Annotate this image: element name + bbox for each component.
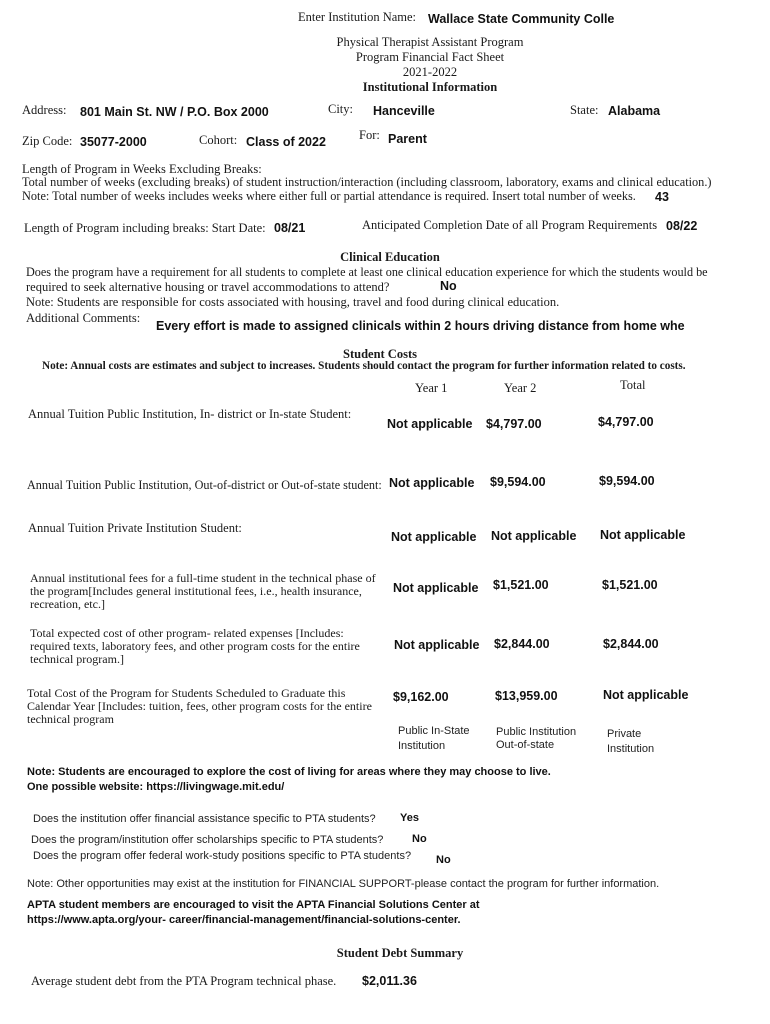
cost-year1-input[interactable] bbox=[389, 474, 485, 492]
sheet-year: 2021-2022 bbox=[402, 65, 458, 79]
other-opportunities-note: Note: Other opportunities may exist at the institution for FINANCIAL SUPPORT-please contact the program for further information. bbox=[27, 878, 660, 890]
cost-year1-input[interactable] bbox=[393, 688, 489, 706]
cost-year2-input[interactable] bbox=[490, 473, 590, 491]
length-weeks-description: Total number of weeks (excluding breaks) of student instruction/interaction (including classroom, laboratory, exams and clinical education.) bbox=[22, 175, 712, 189]
state-label: State: bbox=[570, 103, 599, 117]
cost-year2-input[interactable] bbox=[486, 415, 586, 433]
cost-year1-input[interactable] bbox=[391, 528, 487, 546]
financial-assistance-question: Does the institution offer financial assistance specific to PTA students? bbox=[33, 813, 376, 825]
additional-comments-label: Additional Comments: bbox=[26, 311, 141, 325]
sheet-title: Program Financial Fact Sheet bbox=[355, 50, 505, 64]
work-study-answer[interactable] bbox=[436, 852, 476, 868]
cost-total-input[interactable] bbox=[602, 576, 702, 594]
program-name: Physical Therapist Assistant Program bbox=[336, 35, 524, 49]
cost-year2-input[interactable] bbox=[494, 635, 594, 653]
cost-row-label: Annual Tuition Public Institution, In- district or In-state Student: bbox=[28, 407, 352, 421]
private-institution-label: Private Institution bbox=[607, 728, 655, 755]
public-in-state-label: Public In-State Institution bbox=[398, 725, 470, 752]
public-out-of-state-label: Public Institution Out-of-state bbox=[496, 726, 577, 751]
clinical-question-line1: Does the program have a requirement for all students to complete at least one clinical education experience for which the students would be bbox=[26, 265, 708, 279]
cohort-input[interactable] bbox=[246, 133, 354, 151]
clinical-costs-note: Note: Students are responsible for costs associated with housing, travel and food during clinical education. bbox=[26, 295, 560, 309]
average-debt-input[interactable] bbox=[362, 972, 462, 990]
cost-row-label: Annual Tuition Private Institution Student: bbox=[28, 521, 242, 535]
col-header-year2: Year 2 bbox=[504, 381, 537, 395]
cost-row-label: Total expected cost of other program- related expenses [Includes: required texts, laboratory fees, and other program costs for the entire technical program.] bbox=[30, 626, 360, 666]
student-costs-note: Note: Annual costs are estimates and subject to increases. Students should contact the program for further information related to costs. bbox=[42, 360, 686, 372]
state-input[interactable] bbox=[608, 102, 748, 120]
student-costs-heading: Student Costs bbox=[343, 347, 417, 361]
student-debt-summary-heading: Student Debt Summary bbox=[336, 946, 464, 960]
cost-row-label: Total Cost of the Program for Students Scheduled to Graduate this Calendar Year [Includes: tuition, fees, other program costs for the entire technical program bbox=[27, 686, 372, 726]
col-header-year1: Year 1 bbox=[415, 381, 448, 395]
length-weeks-note: Note: Total number of weeks includes weeks where either full or partial attendance is required. Insert total number of weeks. bbox=[22, 189, 636, 203]
financial-assistance-answer[interactable] bbox=[400, 810, 440, 826]
col-header-total: Total bbox=[620, 378, 646, 392]
cost-total-input[interactable] bbox=[600, 526, 700, 544]
work-study-question: Does the program offer federal work-study positions specific to PTA students? bbox=[33, 850, 412, 862]
cost-total-input[interactable] bbox=[603, 686, 703, 704]
for-label: For: bbox=[359, 128, 380, 142]
length-heading: Length of Program in Weeks Excluding Breaks: bbox=[22, 162, 262, 176]
apta-note: APTA student members are encouraged to visit the APTA Financial Solutions Center at bbox=[27, 899, 480, 911]
living-wage-website: One possible website: https://livingwage.mit.edu/ bbox=[27, 781, 285, 793]
cost-year2-input[interactable] bbox=[493, 576, 593, 594]
clinical-education-heading: Clinical Education bbox=[340, 250, 440, 264]
additional-comments-input[interactable] bbox=[156, 317, 688, 335]
institution-name-input[interactable] bbox=[428, 10, 616, 28]
cost-year2-input[interactable] bbox=[495, 687, 595, 705]
weeks-input[interactable] bbox=[655, 189, 685, 205]
completion-date-input[interactable] bbox=[666, 217, 726, 235]
zip-input[interactable] bbox=[80, 133, 190, 151]
institution-name-label: Enter Institution Name: bbox=[298, 10, 417, 24]
cost-year1-input[interactable] bbox=[393, 579, 489, 597]
completion-date-label: Anticipated Completion Date of all Program Requirements bbox=[362, 218, 658, 232]
cost-row-label: Annual institutional fees for a full-time student in the technical phase of the program[Includes general institutional fees, i.e., health insurance, recreation, etc.] bbox=[30, 571, 376, 611]
apta-financial-solutions-link[interactable]: https://www.apta.org/your- career/financial-management/financial-solutions-center. bbox=[27, 914, 461, 926]
institutional-info-heading: Institutional Information bbox=[362, 80, 498, 94]
for-input[interactable] bbox=[388, 130, 508, 148]
address-input[interactable] bbox=[80, 103, 310, 121]
city-label: City: bbox=[328, 102, 354, 116]
cost-of-living-note: Note: Students are encouraged to explore the cost of living for areas where they may choose to live. bbox=[27, 766, 551, 778]
cost-total-input[interactable] bbox=[598, 413, 698, 431]
average-debt-label: Average student debt from the PTA Program technical phase. bbox=[31, 974, 337, 988]
clinical-answer-input[interactable] bbox=[440, 278, 480, 294]
address-label: Address: bbox=[22, 103, 67, 117]
cost-row-label: Annual Tuition Public Institution, Out-of-district or Out-of-state student: bbox=[27, 478, 382, 492]
cost-year1-input[interactable] bbox=[394, 636, 490, 654]
cost-year2-input[interactable] bbox=[491, 527, 593, 545]
start-date-label: Length of Program including breaks: Start Date: bbox=[24, 221, 266, 235]
cost-total-input[interactable] bbox=[599, 472, 699, 490]
scholarships-answer[interactable] bbox=[412, 831, 452, 847]
cost-year1-input[interactable] bbox=[387, 415, 483, 433]
scholarships-question: Does the program/institution offer scholarships specific to PTA students? bbox=[31, 834, 384, 846]
start-date-input[interactable] bbox=[274, 219, 334, 237]
cohort-label: Cohort: bbox=[199, 133, 238, 147]
cost-total-input[interactable] bbox=[603, 635, 703, 653]
clinical-question-line2: required to seek alternative housing or travel accommodations to attend? bbox=[26, 280, 390, 294]
zip-label: Zip Code: bbox=[22, 134, 73, 148]
city-input[interactable] bbox=[373, 102, 533, 120]
